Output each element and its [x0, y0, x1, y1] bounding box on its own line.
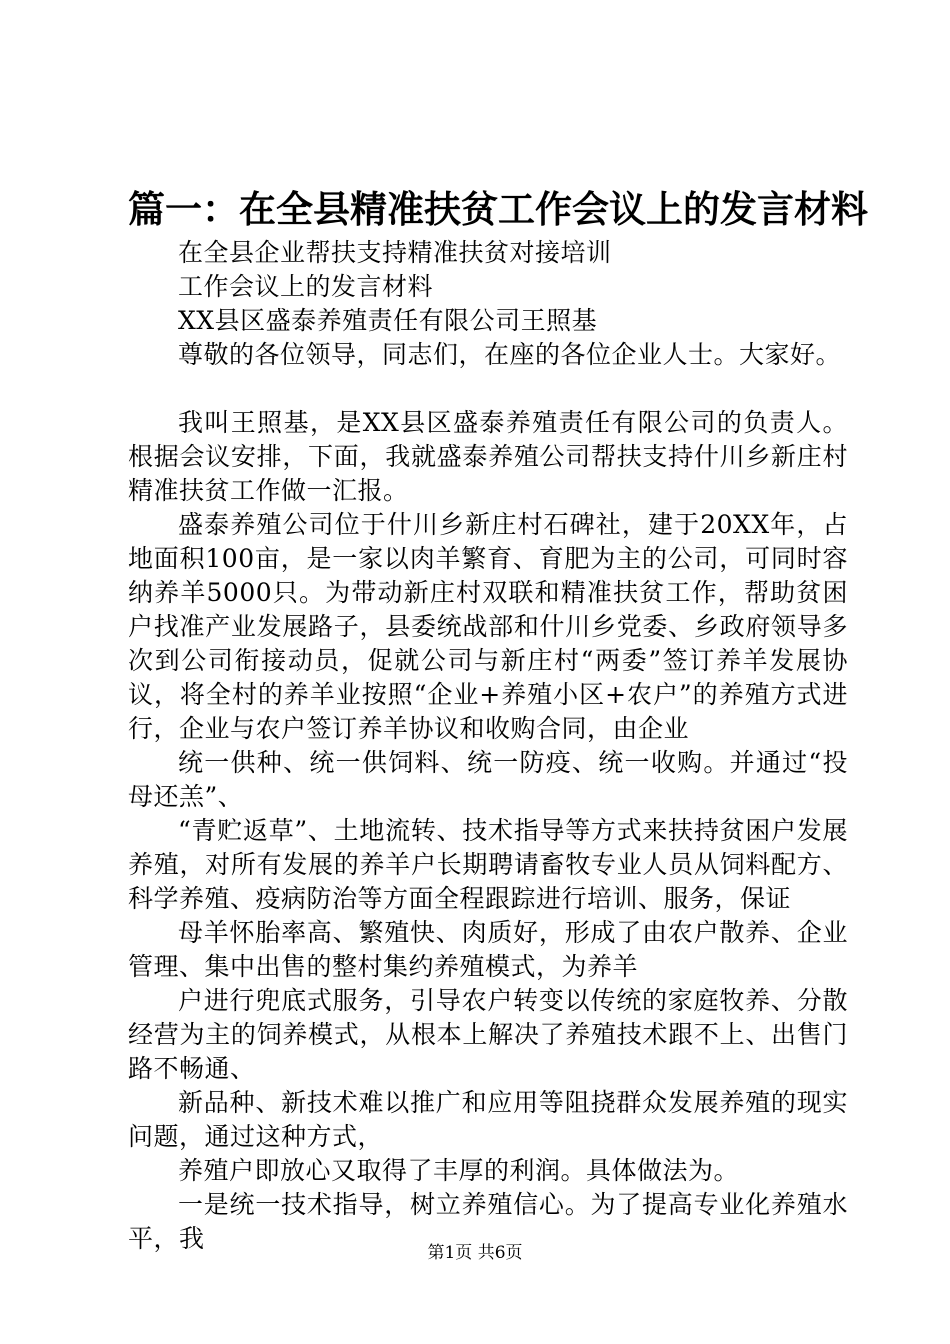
- paragraph-greeting: 尊敬的各位领导，同志们，在座的各位企业人士。大家好。: [178, 340, 842, 369]
- paragraph-breeding-results: 母羊怀胎率高、繁殖快、肉质好，形成了由农户散养、企业管理、集中出售的整村集约养殖模式，为养羊: [128, 918, 848, 981]
- paragraph-subtitle-2: 工作会议上的发言材料: [178, 272, 434, 301]
- paragraph-profit: 养殖户即放心又取得了丰厚的利润。具体做法为。: [178, 1156, 740, 1185]
- paragraph-intro: 我叫王照基，是XX县区盛泰养殖责任有限公司的负责人。根据会议安排，下面，我就盛泰养殖公司帮扶支持什川乡新庄村精准扶贫工作做一汇报。: [128, 408, 848, 505]
- paragraph-service-model: 户进行兜底式服务，引导农户转变以传统的家庭牧养、分散经营为主的饲养模式，从根本上解决了养殖技术跟不上、出售门路不畅通、: [128, 986, 848, 1083]
- paragraph-support-methods: “青贮返草”、土地流转、技术指导等方式来扶持贫困户发展养殖，对所有发展的养羊户长期聘请畜牧专业人员从饲料配方、科学养殖、疫病防治等方面全程跟踪进行培训、服务，保证: [128, 816, 848, 913]
- document-title: 篇一：在全县精准扶贫工作会议上的发言材料: [128, 187, 868, 231]
- paragraph-first-measure: 一是统一技术指导，树立养殖信心。为了提高专业化养殖水平，我: [128, 1190, 848, 1253]
- paragraph-new-varieties: 新品种、新技术难以推广和应用等阻挠群众发展养殖的现实问题，通过这种方式，: [128, 1088, 848, 1151]
- paragraph-subtitle-1: 在全县企业帮扶支持精准扶贫对接培训: [178, 238, 612, 267]
- paragraph-unified-supply: 统一供种、统一供饲料、统一防疫、统一收购。并通过“投母还羔”、: [128, 748, 848, 811]
- paragraph-author: XX县区盛泰养殖责任有限公司王照基: [178, 306, 598, 335]
- document-body: [128, 236, 848, 1256]
- page-footer: 第1页 共6页: [427, 1243, 523, 1263]
- paragraph-company: 盛泰养殖公司位于什川乡新庄村石碑社，建于20XX年，占地面积100亩，是一家以肉羊繁育、育肥为主的公司，可同时容纳养羊5000只。为带动新庄村双联和精准扶贫工作，帮助贫困户找准产业发展路子，县委统战部和什川乡党委、乡政府领导多次到公司衔接动员，促就公司与新庄村“两委”签订养羊发展协议，将全村的养羊业按照“企业+养殖小区+农户”的养殖方式进行，企业与农户签订养羊协议和收购合同，由企业: [128, 510, 848, 743]
